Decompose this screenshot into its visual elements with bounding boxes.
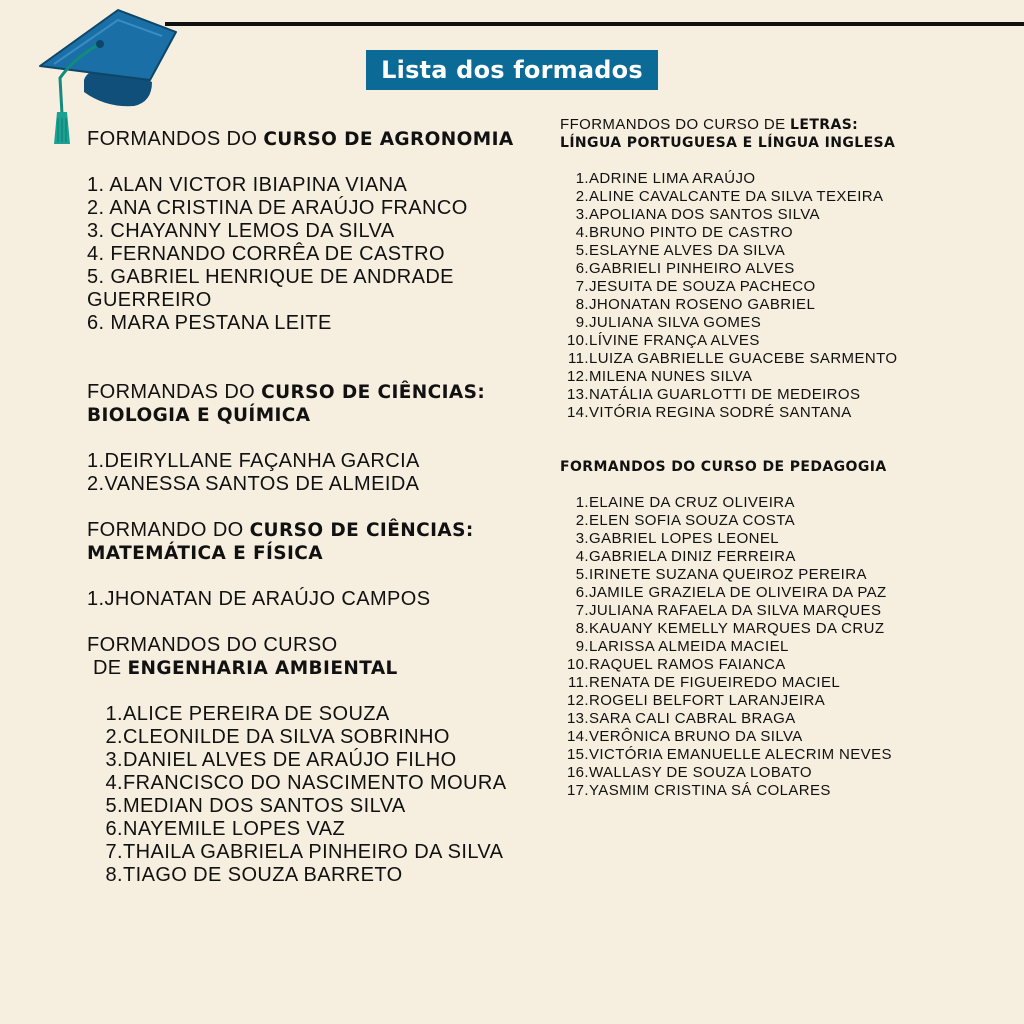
list-item: 1. ADRINE LIMA ARAÚJO — [560, 170, 920, 188]
list-item-name: JAMILE GRAZIELA DE OLIVEIRA DA PAZ — [589, 584, 887, 601]
list-item-name: ADRINE LIMA ARAÚJO — [589, 170, 756, 187]
list-item-name: JULIANA RAFAELA DA SILVA MARQUES — [589, 602, 882, 619]
heading-bioquimica-bold: CURSO DE CIÊNCIAS: BIOLOGIA E QUÍMICA — [87, 382, 486, 426]
list-item-name: RAQUEL RAMOS FAIANCA — [589, 656, 786, 673]
list-item-name: ELEN SOFIA SOUZA COSTA — [589, 512, 796, 529]
heading-bioquimica — [87, 381, 527, 427]
list-item-name: APOLIANA DOS SANTOS SILVA — [589, 206, 820, 223]
list-item-name: IRINETE SUZANA QUEIROZ PEREIRA — [589, 566, 867, 583]
list-bioquimica — [87, 450, 527, 496]
list-item-name: THAILA GABRIELA PINHEIRO DA SILVA — [123, 841, 504, 863]
list-item-name: JULIANA SILVA GOMES — [589, 314, 762, 331]
list-item: GUERREIRO — [87, 289, 212, 311]
list-item-name: GABRIEL LOPES LEONEL — [589, 530, 780, 547]
list-item-name: ESLAYNE ALVES DA SILVA — [589, 242, 786, 259]
list-item: 2. CLEONILDE DA SILVA SOBRINHO — [87, 726, 527, 749]
heading-agronomia — [87, 128, 527, 151]
list-item: 5. GABRIEL HENRIQUE DE ANDRADE — [87, 266, 454, 288]
list-item: 2. ELEN SOFIA SOUZA COSTA — [560, 512, 920, 530]
list-item: 1. ALICE PEREIRA DE SOUZA — [87, 703, 527, 726]
list-item: 4. FRANCISCO DO NASCIMENTO MOURA — [87, 772, 527, 795]
list-item: 7. THAILA GABRIELA PINHEIRO DA SILVA — [87, 841, 527, 864]
page-title: Lista dos formados — [381, 56, 643, 84]
list-item-name: RENATA DE FIGUEIREDO MACIEL — [589, 674, 841, 691]
list-item-name: LARISSA ALMEIDA MACIEL — [589, 638, 789, 655]
list-item: 14. VITÓRIA REGINA SODRÉ SANTANA — [560, 404, 920, 422]
list-item-name: VICTÓRIA EMANUELLE ALECRIM NEVES — [589, 746, 892, 763]
list-item: 1.DEIRYLLANE FAÇANHA GARCIA — [87, 450, 420, 472]
list-item: 1. ALAN VICTOR IBIAPINA VIANA — [87, 174, 408, 196]
list-letras — [560, 170, 920, 422]
list-item: 6. JAMILE GRAZIELA DE OLIVEIRA DA PAZ — [560, 584, 920, 602]
heading-pedagogia — [560, 458, 920, 476]
list-item: 12. MILENA NUNES SILVA — [560, 368, 920, 386]
list-item: 6. NAYEMILE LOPES VAZ — [87, 818, 527, 841]
list-item: 8. KAUANY KEMELLY MARQUES DA CRUZ — [560, 620, 920, 638]
list-item: 2.VANESSA SANTOS DE ALMEIDA — [87, 473, 420, 495]
heading-engamb-prefix: DE — [87, 657, 128, 679]
list-item: 10. LÍVINE FRANÇA ALVES — [560, 332, 920, 350]
top-rule — [165, 22, 1024, 26]
list-item-name: JHONATAN ROSENO GABRIEL — [589, 296, 816, 313]
heading-matfis — [87, 519, 527, 565]
list-agronomia — [87, 174, 527, 335]
heading-letras — [560, 116, 920, 152]
heading-agronomia-prefix: FORMANDOS DO — [87, 128, 264, 150]
list-item-name: CLEONILDE DA SILVA SOBRINHO — [123, 726, 450, 748]
list-item: 6. GABRIELI PINHEIRO ALVES — [560, 260, 920, 278]
list-item: 6. MARA PESTANA LEITE — [87, 312, 332, 334]
list-item-name: MILENA NUNES SILVA — [589, 368, 753, 385]
list-item-name: ALINE CAVALCANTE DA SILVA TEXEIRA — [589, 188, 884, 205]
list-item-name: ALICE PEREIRA DE SOUZA — [123, 703, 390, 725]
list-item: 8. TIAGO DE SOUZA BARRETO — [87, 864, 527, 887]
heading-matfis-bold: CURSO DE CIÊNCIAS: MATEMÁTICA E FÍSICA — [87, 520, 474, 564]
list-item-name: JESUITA DE SOUZA PACHECO — [589, 278, 816, 295]
list-item: 13. SARA CALI CABRAL BRAGA — [560, 710, 920, 728]
heading-engamb-bold: ENGENHARIA AMBIENTAL — [127, 658, 398, 679]
heading-matfis-prefix: FORMANDO DO — [87, 519, 250, 541]
list-pedagogia — [560, 494, 920, 800]
left-column — [87, 128, 527, 887]
list-item: 2. ANA CRISTINA DE ARAÚJO FRANCO — [87, 197, 468, 219]
list-item: 3. APOLIANA DOS SANTOS SILVA — [560, 206, 920, 224]
list-item: 3. GABRIEL LOPES LEONEL — [560, 530, 920, 548]
heading-letras-prefix: FFORMANDOS DO CURSO DE — [560, 116, 791, 133]
list-item-name: VERÔNICA BRUNO DA SILVA — [589, 728, 803, 745]
list-item: 11. RENATA DE FIGUEIREDO MACIEL — [560, 674, 920, 692]
title-banner — [366, 50, 658, 90]
list-item: 1.JHONATAN DE ARAÚJO CAMPOS — [87, 588, 431, 610]
list-item: 9. LARISSA ALMEIDA MACIEL — [560, 638, 920, 656]
list-item: 1. ELAINE DA CRUZ OLIVEIRA — [560, 494, 920, 512]
list-item-name: LUIZA GABRIELLE GUACEBE SARMENTO — [589, 350, 898, 367]
list-item: 12. ROGELI BELFORT LARANJEIRA — [560, 692, 920, 710]
list-item: 8. JHONATAN ROSENO GABRIEL — [560, 296, 920, 314]
list-item-name: ROGELI BELFORT LARANJEIRA — [589, 692, 826, 709]
heading-engamb — [87, 634, 527, 680]
heading-engamb-line1: FORMANDOS DO CURSO — [87, 634, 338, 656]
heading-bioquimica-prefix: FORMANDAS DO — [87, 381, 262, 403]
list-item-name: VITÓRIA REGINA SODRÉ SANTANA — [589, 404, 852, 421]
right-column — [560, 116, 920, 800]
list-item: 5. ESLAYNE ALVES DA SILVA — [560, 242, 920, 260]
list-item: 13. NATÁLIA GUARLOTTI DE MEDEIROS — [560, 386, 920, 404]
list-item: 4. GABRIELA DINIZ FERREIRA — [560, 548, 920, 566]
list-item-name: GABRIELA DINIZ FERREIRA — [589, 548, 796, 565]
list-item: 5. MEDIAN DOS SANTOS SILVA — [87, 795, 527, 818]
heading-agronomia-bold: CURSO DE AGRONOMIA — [263, 129, 514, 150]
list-item: 14. VERÔNICA BRUNO DA SILVA — [560, 728, 920, 746]
list-matfis — [87, 588, 527, 611]
list-item: 17. YASMIM CRISTINA SÁ COLARES — [560, 782, 920, 800]
list-item-name: GABRIELI PINHEIRO ALVES — [589, 260, 795, 277]
list-item: 7. JESUITA DE SOUZA PACHECO — [560, 278, 920, 296]
list-item: 4. FERNANDO CORRÊA DE CASTRO — [87, 243, 445, 265]
heading-pedagogia-bold: FORMANDOS DO CURSO DE PEDAGOGIA — [560, 459, 887, 475]
list-item-name: MEDIAN DOS SANTOS SILVA — [123, 795, 406, 817]
list-item-name: LÍVINE FRANÇA ALVES — [589, 332, 760, 349]
list-item: 3. CHAYANNY LEMOS DA SILVA — [87, 220, 395, 242]
list-item: 7. JULIANA RAFAELA DA SILVA MARQUES — [560, 602, 920, 620]
list-item-name: NATÁLIA GUARLOTTI DE MEDEIROS — [589, 386, 861, 403]
list-item: 15. VICTÓRIA EMANUELLE ALECRIM NEVES — [560, 746, 920, 764]
list-item: 10. RAQUEL RAMOS FAIANCA — [560, 656, 920, 674]
list-item-name: TIAGO DE SOUZA BARRETO — [123, 864, 403, 886]
list-item-name: NAYEMILE LOPES VAZ — [123, 818, 346, 840]
list-item-name: SARA CALI CABRAL BRAGA — [589, 710, 796, 727]
list-item: 2. ALINE CAVALCANTE DA SILVA TEXEIRA — [560, 188, 920, 206]
list-item-name: FRANCISCO DO NASCIMENTO MOURA — [123, 772, 507, 794]
list-engamb — [87, 703, 527, 887]
list-item-name: DANIEL ALVES DE ARAÚJO FILHO — [123, 749, 457, 771]
list-item-name: BRUNO PINTO DE CASTRO — [589, 224, 793, 241]
list-item: 11. LUIZA GABRIELLE GUACEBE SARMENTO — [560, 350, 920, 368]
list-item-name: YASMIM CRISTINA SÁ COLARES — [589, 782, 831, 799]
list-item-name: WALLASY DE SOUZA LOBATO — [589, 764, 812, 781]
list-item: 9. JULIANA SILVA GOMES — [560, 314, 920, 332]
list-item: 16. WALLASY DE SOUZA LOBATO — [560, 764, 920, 782]
list-item: 3. DANIEL ALVES DE ARAÚJO FILHO — [87, 749, 527, 772]
list-item: 4. BRUNO PINTO DE CASTRO — [560, 224, 920, 242]
list-item: 5. IRINETE SUZANA QUEIROZ PEREIRA — [560, 566, 920, 584]
heading-letras-bold: LETRAS: LÍNGUA PORTUGUESA E LÍNGUA INGLESA — [560, 117, 896, 151]
list-item-name: KAUANY KEMELLY MARQUES DA CRUZ — [589, 620, 885, 637]
list-item-name: ELAINE DA CRUZ OLIVEIRA — [589, 494, 795, 511]
